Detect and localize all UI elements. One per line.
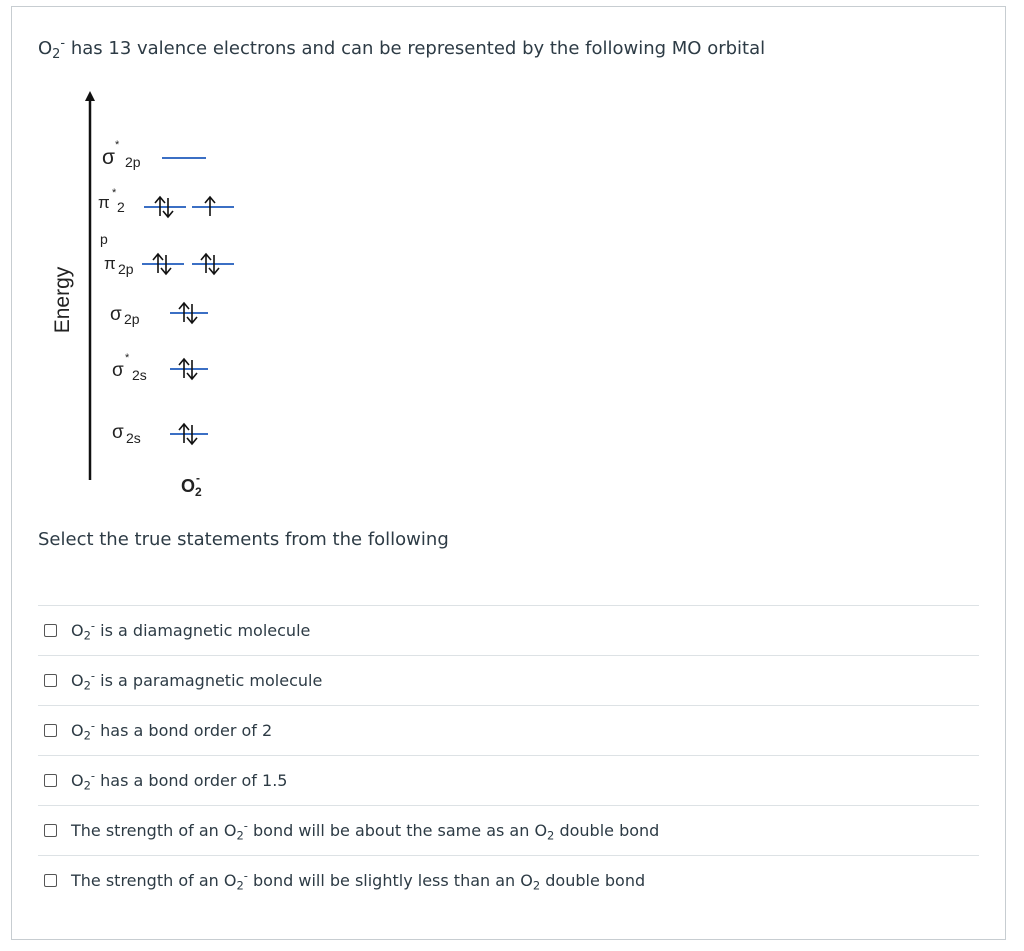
option-strength-less[interactable] [38,855,979,905]
checkbox[interactable] [44,624,57,637]
option-bond-order-2[interactable] [38,705,979,755]
option-label: $O_2^-$ is a paramagnetic molecule [71,668,323,693]
option-label: The strength of an $O_2^-$ bond will be slightly less than an $O_2$ double bond [71,868,646,893]
svg-text:2s: 2s [132,367,147,383]
option-strength-same[interactable] [38,805,979,855]
answer-options [38,605,979,905]
orbital-pi-star-2p [98,187,234,247]
svg-text:p: p [100,231,108,247]
svg-text:*: * [115,139,120,151]
orbital-sigma-star-2p [102,139,206,170]
option-label: $O_2^-$ has a bond order of 1.5 [71,768,288,793]
checkbox[interactable] [44,724,57,737]
svg-text:2p: 2p [124,311,140,327]
svg-text:σ: σ [112,360,124,381]
checkbox[interactable] [44,824,57,837]
svg-text:2p: 2p [118,261,134,277]
svg-text:O: O [181,476,196,496]
svg-text:*: * [125,352,130,364]
question-text: $O_2^-$ has 13 valence electrons and can be represented by the following MO orbital [38,35,766,62]
checkbox[interactable] [44,674,57,687]
prompt-text: Select the true statements from the following [38,529,449,550]
option-label: $O_2^-$ is a diamagnetic molecule [71,618,311,643]
checkbox[interactable] [44,774,57,787]
option-label: The strength of an $O_2^-$ bond will be about the same as an $O_2$ double bond [71,818,660,843]
svg-text:2p: 2p [125,154,141,170]
svg-text:σ: σ [110,304,122,325]
svg-text:-: - [196,471,200,485]
option-paramagnetic[interactable] [38,655,979,705]
mo-diagram-svg [40,86,300,506]
mo-diagram [40,86,300,506]
svg-text:2: 2 [117,199,125,215]
orbital-sigma-2p [110,304,208,327]
svg-text:2s: 2s [126,430,141,446]
checkbox[interactable] [44,874,57,887]
option-diamagnetic[interactable] [38,605,979,655]
svg-text:σ: σ [102,146,115,169]
energy-axis-arrowhead [85,91,95,101]
svg-text:π: π [104,254,116,273]
svg-text:*: * [112,187,117,199]
electron-arrows [153,197,219,444]
svg-text:2: 2 [195,485,202,499]
option-bond-order-1-5[interactable] [38,755,979,805]
orbital-sigma-star-2s [112,352,208,383]
option-label: $O_2^-$ has a bond order of 2 [71,718,273,743]
svg-text:π: π [98,193,110,212]
molecule-label [181,471,202,499]
energy-label: Energy [51,266,74,334]
svg-text:σ: σ [112,422,124,443]
